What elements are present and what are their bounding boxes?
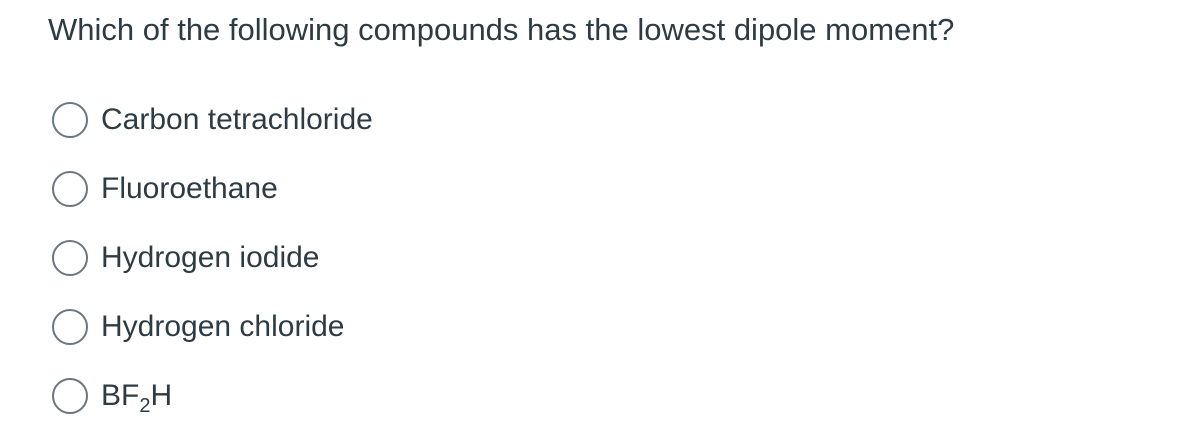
option-label: Hydrogen iodide <box>101 241 320 274</box>
question-text: Which of the following compounds has the lowest dipole moment? <box>48 12 955 47</box>
radio-button[interactable] <box>52 102 88 138</box>
option-label: Hydrogen chloride <box>101 310 345 343</box>
option-carbon-tetrachloride[interactable] <box>52 98 752 142</box>
formula-subscript: 2 <box>139 395 151 417</box>
radio-button[interactable] <box>52 378 88 414</box>
option-label: Carbon tetrachloride <box>101 103 373 136</box>
formula-suffix: H <box>150 379 173 412</box>
option-hydrogen-iodide[interactable] <box>52 236 752 280</box>
option-hydrogen-chloride[interactable] <box>52 305 752 349</box>
option-bf2h[interactable] <box>52 374 752 418</box>
radio-button[interactable] <box>52 171 88 207</box>
option-label-formula <box>101 376 172 416</box>
option-label: Fluoroethane <box>101 172 278 205</box>
option-fluoroethane[interactable] <box>52 167 752 211</box>
answer-options <box>52 98 752 443</box>
radio-button[interactable] <box>52 309 88 345</box>
radio-button[interactable] <box>52 240 88 276</box>
formula-prefix: BF <box>101 379 140 412</box>
